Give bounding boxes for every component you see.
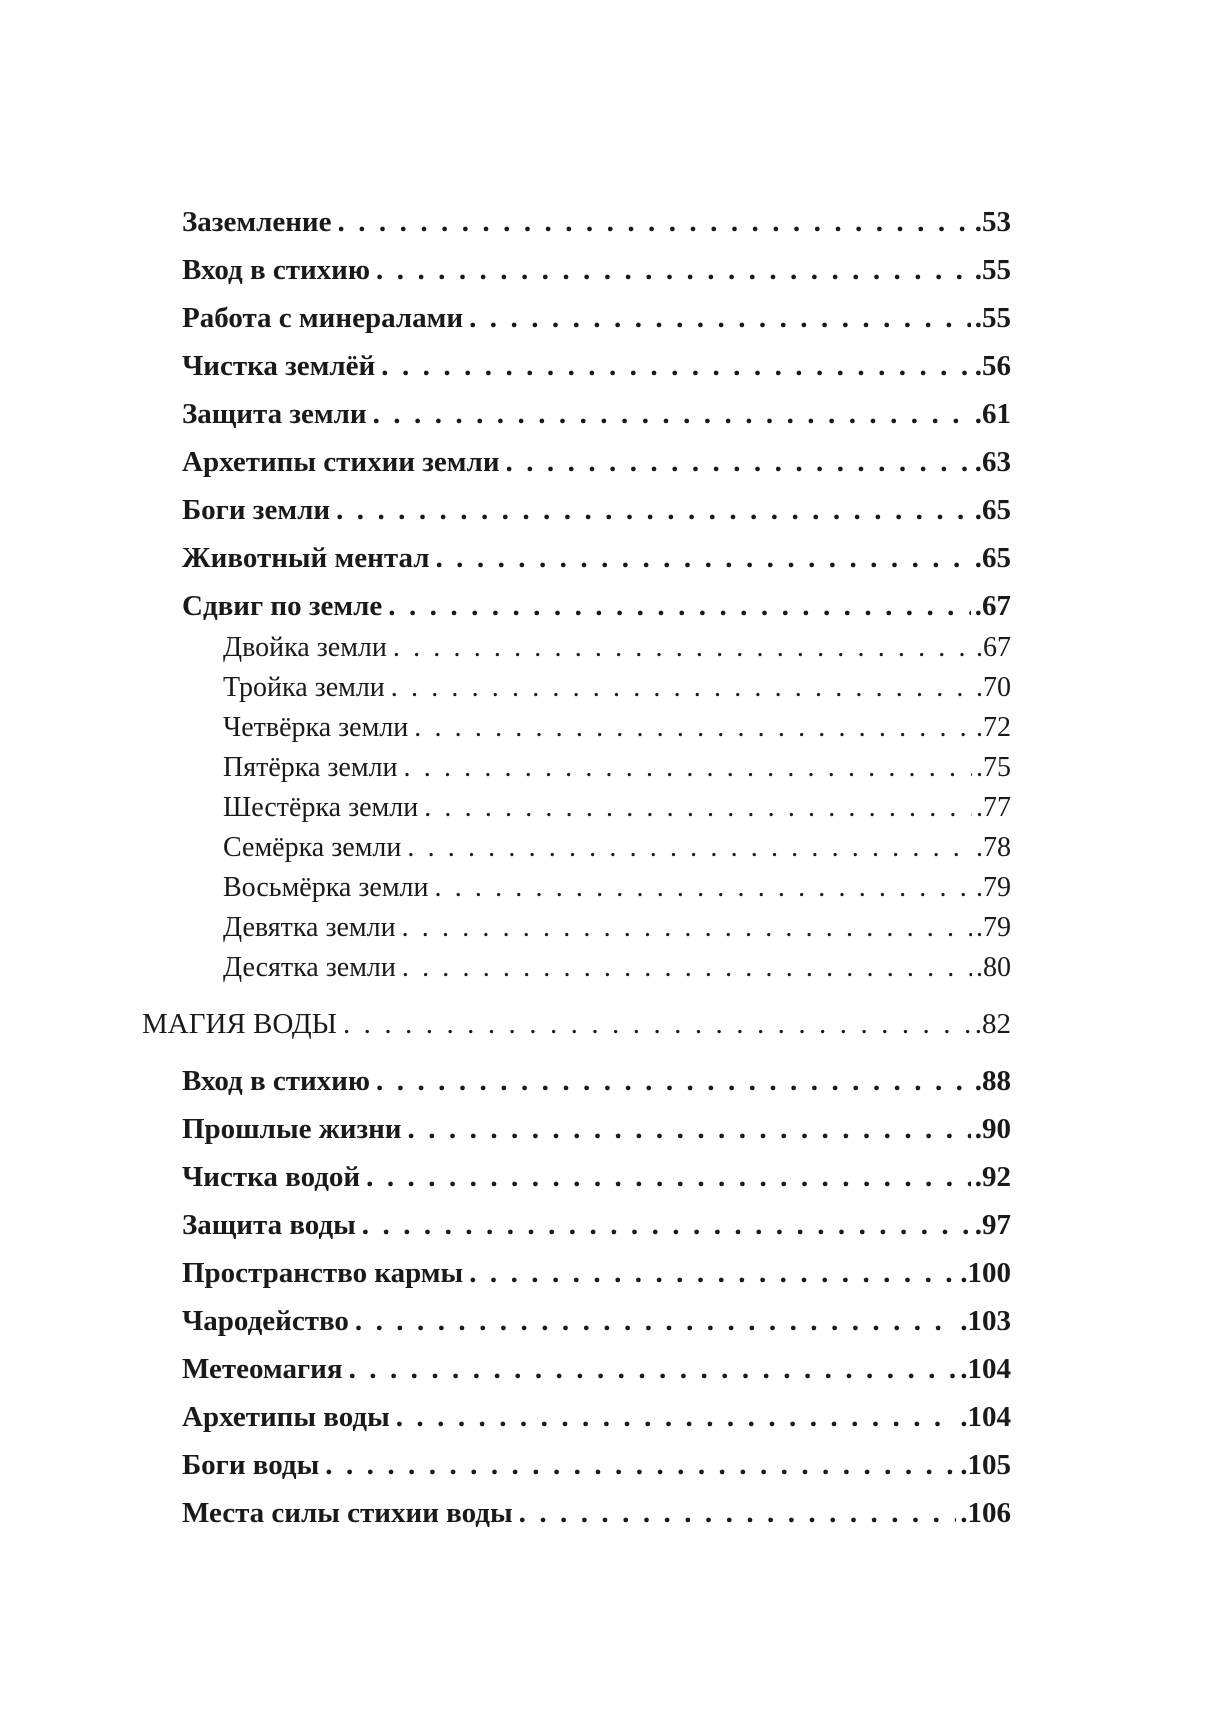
- toc-entry-title: Семёрка земли: [223, 832, 402, 863]
- toc-entry-title: Боги земли: [182, 494, 331, 526]
- toc-entry: [182, 1065, 1011, 1105]
- toc-entry-page: .63: [974, 446, 1011, 478]
- toc-entry: [182, 350, 1011, 390]
- dot-leader: [381, 350, 970, 383]
- dot-leader: [366, 1161, 971, 1194]
- toc-entry: [182, 590, 1011, 630]
- dot-leader: [402, 912, 972, 944]
- toc-entry-title: Девятка земли: [223, 912, 396, 943]
- dot-leader: [469, 302, 971, 335]
- dot-leader: [376, 1065, 971, 1098]
- toc-subentry: [223, 872, 1011, 908]
- toc-entry-page: .70: [976, 672, 1011, 703]
- toc-entry-page: .97: [974, 1209, 1011, 1241]
- toc-entry-title: Пятёрка земли: [223, 752, 398, 783]
- dot-leader: [393, 632, 972, 664]
- toc-entry-page: .61: [974, 398, 1011, 430]
- toc-entry-page: .80: [976, 952, 1011, 983]
- toc-entry-title: Пространство кармы: [182, 1257, 464, 1289]
- toc-entry-title: Десятка земли: [223, 952, 396, 983]
- toc-entry-page: .67: [974, 590, 1011, 622]
- toc-entry-page: .56: [974, 350, 1011, 382]
- toc-entry: [182, 494, 1011, 534]
- toc-entry-title: Прошлые жизни: [182, 1113, 402, 1145]
- toc-entry-title: Места силы стихии воды: [182, 1497, 513, 1529]
- dot-leader: [469, 1257, 956, 1290]
- toc-subentry: [223, 832, 1011, 868]
- toc-entry-title: Животный ментал: [182, 542, 430, 574]
- toc-entry: [182, 1497, 1011, 1537]
- toc-entry-title: Заземление: [182, 206, 332, 238]
- toc-entry-page: .104: [960, 1401, 1011, 1433]
- toc-entry-page: .75: [976, 752, 1011, 783]
- dot-leader: [435, 872, 973, 904]
- toc-entry-title: Двойка земли: [223, 632, 387, 663]
- dot-leader: [391, 672, 972, 704]
- toc-entry-page: .104: [960, 1353, 1011, 1385]
- toc-entry-page: .55: [974, 254, 1011, 286]
- toc-entry-title: Вход в стихию: [182, 254, 371, 286]
- toc-subentry: [223, 912, 1011, 948]
- toc-entry: [182, 542, 1011, 582]
- toc-entry-page: .79: [976, 872, 1011, 903]
- toc-entry-title: Чистка землёй: [182, 350, 376, 382]
- toc-entry-title: Чистка водой: [182, 1161, 361, 1193]
- toc-entry-title: Шестёрка земли: [223, 792, 419, 823]
- dot-leader: [506, 446, 971, 479]
- dot-leader: [435, 542, 970, 575]
- toc-chapter: [142, 1008, 1011, 1048]
- toc-subentry: [223, 712, 1011, 748]
- dot-leader: [396, 1401, 957, 1434]
- toc-entry-page: .72: [976, 712, 1011, 743]
- toc-entry: [182, 1401, 1011, 1441]
- dot-leader: [388, 590, 970, 623]
- toc-entry-page: .67: [976, 632, 1011, 663]
- toc-entry: [182, 1161, 1011, 1201]
- toc-entry-title: Архетипы стихии земли: [182, 446, 500, 478]
- dot-leader: [414, 712, 972, 744]
- toc-entry: [182, 254, 1011, 294]
- toc-entry-page: .77: [976, 792, 1011, 823]
- toc-entry-page: .88: [974, 1065, 1011, 1097]
- toc-entry-page: .55: [974, 302, 1011, 334]
- dot-leader: [338, 206, 971, 239]
- dot-leader: [424, 792, 972, 824]
- toc-entry-title: Чародейство: [182, 1305, 349, 1337]
- dot-leader: [336, 494, 971, 527]
- toc-entry-page: .90: [974, 1113, 1011, 1145]
- toc-entry-title: Четвёрка земли: [223, 712, 409, 743]
- dot-leader: [325, 1449, 956, 1482]
- dot-leader: [343, 1008, 971, 1041]
- dot-leader: [404, 752, 972, 784]
- toc-entry-page: .106: [960, 1497, 1011, 1529]
- toc-entry: [182, 1449, 1011, 1489]
- toc-entry-title: Боги воды: [182, 1449, 320, 1481]
- toc-entry-page: .103: [960, 1305, 1011, 1337]
- toc-entry-title: Метеомагия: [182, 1353, 343, 1385]
- chapter-page: .82: [974, 1008, 1011, 1040]
- toc-entry-page: .100: [960, 1257, 1011, 1289]
- dot-leader: [408, 1113, 971, 1146]
- toc-entry-page: .92: [974, 1161, 1011, 1193]
- toc-entry: [182, 1113, 1011, 1153]
- toc-subentry: [223, 752, 1011, 788]
- toc-entry-title: Защита земли: [182, 398, 367, 430]
- toc-subentry: [223, 672, 1011, 708]
- toc-entry: [182, 1209, 1011, 1249]
- toc-entry-page: .105: [960, 1449, 1011, 1481]
- dot-leader: [376, 254, 971, 287]
- toc-entry: [182, 1257, 1011, 1297]
- toc-entry-page: .53: [974, 206, 1011, 238]
- dot-leader: [373, 398, 971, 431]
- toc-subentry: [223, 952, 1011, 988]
- toc-entry: [182, 1353, 1011, 1393]
- toc-subentry: [223, 792, 1011, 828]
- toc-entry-title: Архетипы воды: [182, 1401, 390, 1433]
- dot-leader: [407, 832, 972, 864]
- dot-leader: [349, 1353, 957, 1386]
- toc-entry-title: Защита воды: [182, 1209, 356, 1241]
- dot-leader: [362, 1209, 971, 1242]
- toc-subentry: [223, 632, 1011, 668]
- toc-entry: [182, 302, 1011, 342]
- toc-entry-title: Работа с минералами: [182, 302, 464, 334]
- dot-leader: [355, 1305, 956, 1338]
- toc-entry: [182, 398, 1011, 438]
- toc-entry-title: Тройка земли: [223, 672, 385, 703]
- toc-entry: [182, 446, 1011, 486]
- toc-entry-page: .65: [974, 542, 1011, 574]
- toc-entry-title: Сдвиг по земле: [182, 590, 383, 622]
- toc-entry: [182, 206, 1011, 246]
- toc-entry-page: .65: [974, 494, 1011, 526]
- toc-entry-title: Восьмёрка земли: [223, 872, 429, 903]
- toc-entry-page: .78: [976, 832, 1011, 863]
- chapter-title: МАГИЯ ВОДЫ: [142, 1008, 337, 1040]
- toc-entry-title: Вход в стихию: [182, 1065, 371, 1097]
- dot-leader: [402, 952, 972, 984]
- toc-entry-page: .79: [976, 912, 1011, 943]
- dot-leader: [519, 1497, 957, 1530]
- toc-entry: [182, 1305, 1011, 1345]
